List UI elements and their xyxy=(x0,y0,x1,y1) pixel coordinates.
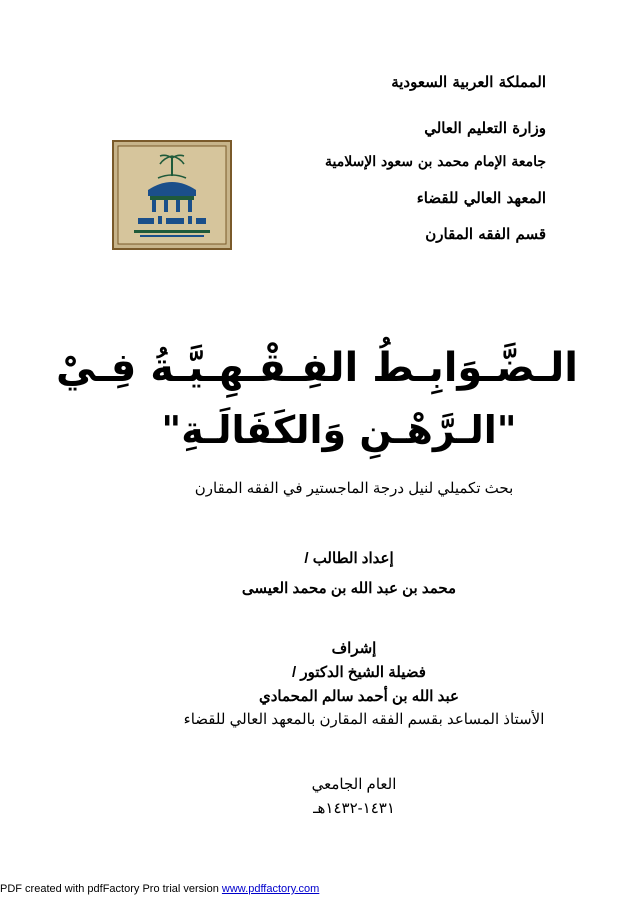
thesis-title-line1: الـضَّـوَابِـطُ الفِـقْـهِـيَّـةُ فِـيْ xyxy=(56,345,578,391)
university-line: جامعة الإمام محمد بن سعود الإسلامية xyxy=(324,154,546,170)
author-name: محمد بن عبد الله بن محمد العيسى xyxy=(241,580,457,597)
kingdom-line: المملكة العربية السعودية xyxy=(391,73,546,91)
supervision-label: إشراف xyxy=(331,640,377,657)
institute-line: المعهد العالي للقضاء xyxy=(416,189,546,207)
department-line: قسم الفقه المقارن xyxy=(425,225,546,243)
logo-emblem-icon xyxy=(114,142,230,248)
author-label: إعداد الطالب / xyxy=(304,550,394,567)
thesis-title-line2: "الـرَّهْـنِ وَالكَفَالَـةِ" xyxy=(161,408,517,452)
footer-link[interactable]: www.pdffactory.com xyxy=(221,883,320,895)
thesis-subtitle: بحث تكميلي لنيل درجة الماجستير في الفقه المقارن xyxy=(194,480,514,497)
supervisor-title: فضيلة الشيخ الدكتور / xyxy=(292,664,426,681)
academic-year-value: ١٤٣١-١٤٣٢هـ xyxy=(313,800,395,817)
supervisor-position: الأستاذ المساعد بقسم الفقه المقارن بالمعهد العالي للقضاء xyxy=(183,711,545,728)
ministry-line: وزارة التعليم العالي xyxy=(424,119,546,137)
academic-year-label: العام الجامعي xyxy=(311,776,397,793)
pdf-footer xyxy=(0,883,319,895)
footer-text: PDF created with pdfFactory Pro trial version xyxy=(0,883,222,895)
university-logo xyxy=(112,140,232,250)
supervisor-name: عبد الله بن أحمد سالم المحمادي xyxy=(259,688,459,705)
